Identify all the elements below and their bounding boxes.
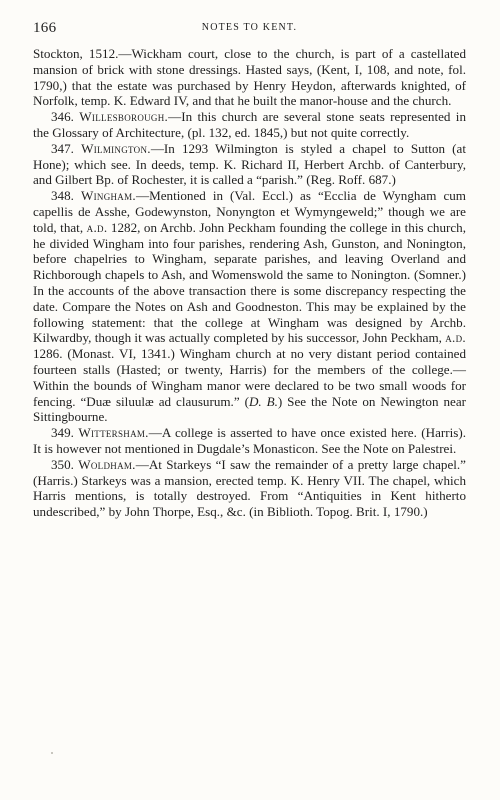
entry-text: ) See the Note on Newington near Sittingbourne. — [33, 393, 466, 425]
entry-place: Wilmington. — [81, 140, 151, 156]
era-abbreviation: a.d. — [86, 219, 108, 235]
entry-text: 1282, on Archb. John Peckham founding the college in this church, he divided Wingham into four parishes, rendering Ash, Gunston, and Nonington, before chapelries to Wingham, separate parishes, and leaving Overland and Richborough chapels to Ash, and Womenswold the same to Nonington. (Somner.) In the accounts of the above transaction there is some discrepancy respecting the date. Compare the Notes on Ash and Goodneston. This may be explained by the following statement: that the college at Wingham was designed by Archb. Kilwardby, though it was actually completed by his successor, John Peckham, — [33, 219, 466, 346]
entry-text: 1286. (Monast. VI, 1341.) Wingham church at no very distant period contained fourteen stalls (Hasted; or twenty, Harris) for the members of the college.—Within the bounds of Wingham manor were declared to be two small woods for fencing. “Duæ siluulæ ad clausurum.” ( — [33, 346, 466, 409]
entry-text: —Mentioned in (Val. Eccl.) as “Ecclia de Wyngham cum capellis de Asshe, Godewynston, Nonyngton et Wymyngeweld;” though we are told, that, — [33, 188, 466, 235]
entry-348-wingham — [33, 188, 466, 425]
entry-346-willesborough — [33, 109, 466, 141]
entry-number: 347. — [51, 140, 74, 156]
entry-place: Wingham. — [80, 188, 136, 204]
paragraph-text: Stockton, 1512.—Wickham court, close to the church, is part of a castellated mansion of brick with stone dressings. Hasted says, (Kent, I, 108, and note, fol. 1790,) that the estate was purchased by Henry Heydon, afterwards knighted, of Norfolk, temp. K. Edward IV, and that he built the manor-house and the church. — [33, 46, 466, 109]
entry-text: —A college is asserted to have once existed here. (Harris). It is however not mentioned in Dugdale’s Monasticon. See the Note on Palestrei. — [33, 425, 466, 456]
entry-number: 349. — [51, 425, 74, 441]
paragraph-stockton — [33, 46, 466, 109]
entry-number: 350. — [51, 456, 74, 472]
entry-text: —At Starkeys “I saw the remainder of a pretty large chapel.” (Harris.) Starkeys was a mansion, erected temp. K. Henry VII. The chapel, which Harris mentions, is totally destroyed. From “Antiquities in Kent hitherto undescribed,” by John Thorpe, Esq., &c. (in Biblioth. Topog. Brit. I, 1790.) — [33, 456, 466, 520]
entry-347-wilmington — [33, 141, 466, 188]
entry-number: 346. — [51, 109, 74, 125]
entry-349-wittersham — [33, 425, 466, 457]
entry-place: Wittersham. — [78, 425, 149, 441]
entry-text: —In 1293 Wilmington is styled a chapel to Sutton (at Hone); which see. In deeds, temp. K. Richard II, Herbert Archb. of Canterbury, and Gilbert Bp. of Rochester, it is called a “parish.” (Reg. Roff. 687.) — [33, 140, 466, 188]
entry-place: Woldham. — [78, 456, 136, 472]
page-number: 166 — [33, 20, 57, 36]
entry-number: 348. — [51, 188, 74, 204]
page-header — [33, 20, 466, 40]
source-citation: D. B. — [248, 393, 278, 409]
paper-speck — [51, 752, 53, 754]
page-body — [33, 46, 466, 520]
entry-place: Willesborough. — [79, 109, 169, 125]
era-abbreviation: a.d. — [445, 330, 466, 346]
running-title: NOTES TO KENT. — [201, 22, 298, 33]
entry-350-woldham — [33, 457, 466, 520]
entry-text: —In this church are several stone seats represented in the Glossary of Architecture, (pl. 132, ed. 1845,) but not quite correctly. — [33, 109, 466, 140]
